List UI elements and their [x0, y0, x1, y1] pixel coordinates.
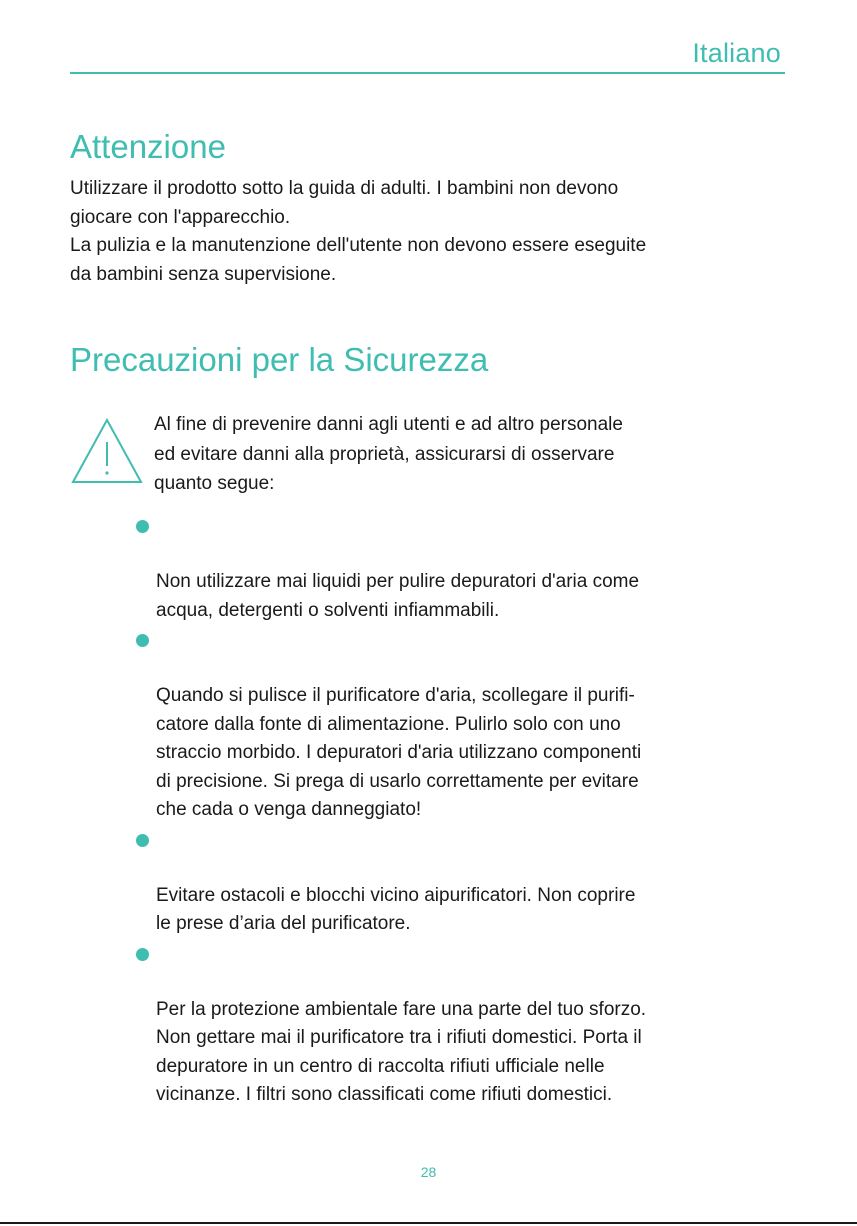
bullet-text: Evitare ostacoli e blocchi vicino aipurificatori. Non coprire le prese d’aria del purificatore.	[156, 884, 636, 934]
safety-warning	[70, 410, 770, 500]
bullet-dot-icon	[136, 834, 149, 847]
safety-bullet-list	[134, 511, 774, 1110]
header-divider	[70, 72, 785, 74]
bullet-dot-icon	[136, 634, 149, 647]
bullet-text: Non utilizzare mai liquidi per pulire depuratori d'aria come acqua, detergenti o solventi infiammabili.	[156, 571, 640, 621]
language-label: Italiano	[692, 38, 781, 68]
warning-text: Al fine di prevenire danni agli utenti e ad altro personale ed evitare danni alla proprietà, assicurarsi di osservare quanto segue:	[154, 414, 623, 494]
warning-triangle-icon	[70, 414, 144, 488]
list-item	[134, 625, 774, 825]
attention-text: Utilizzare il prodotto sotto la guida di adulti. I bambini non devono giocare con l'apparecchio. La pulizia e la manutenzione dell'utente non devono essere eseguite da bambini senza supervisione.	[70, 178, 647, 285]
safety-heading: Precauzioni per la Sicurezza	[70, 341, 489, 378]
bullet-text: Per la protezione ambientale fare una parte del tuo sforzo. Non gettare mai il purificatore tra i rifiuti domestici. Porta il depuratore in un centro di raccolta rifiuti ufficiale nelle vicinanze. I filtri sono classificati come rifiuti domestici.	[156, 998, 647, 1105]
bullet-dot-icon	[136, 948, 149, 961]
page-number: 28	[420, 1164, 437, 1180]
list-item	[134, 825, 774, 939]
attention-heading: Attenzione	[70, 128, 226, 165]
bullet-dot-icon	[136, 520, 149, 533]
list-item	[134, 511, 774, 625]
list-item	[134, 939, 774, 1110]
bullet-text: Quando si pulisce il purificatore d'aria, scollegare il purifi- catore dalla fonte di alimentazione. Pulirlo solo con uno straccio morbido. I depuratori d'aria utilizzano componenti di precisione. Si prega di usarlo correttamente per evitare che cada o venga danneggiato!	[156, 685, 642, 820]
page-bottom-edge	[0, 1222, 857, 1224]
